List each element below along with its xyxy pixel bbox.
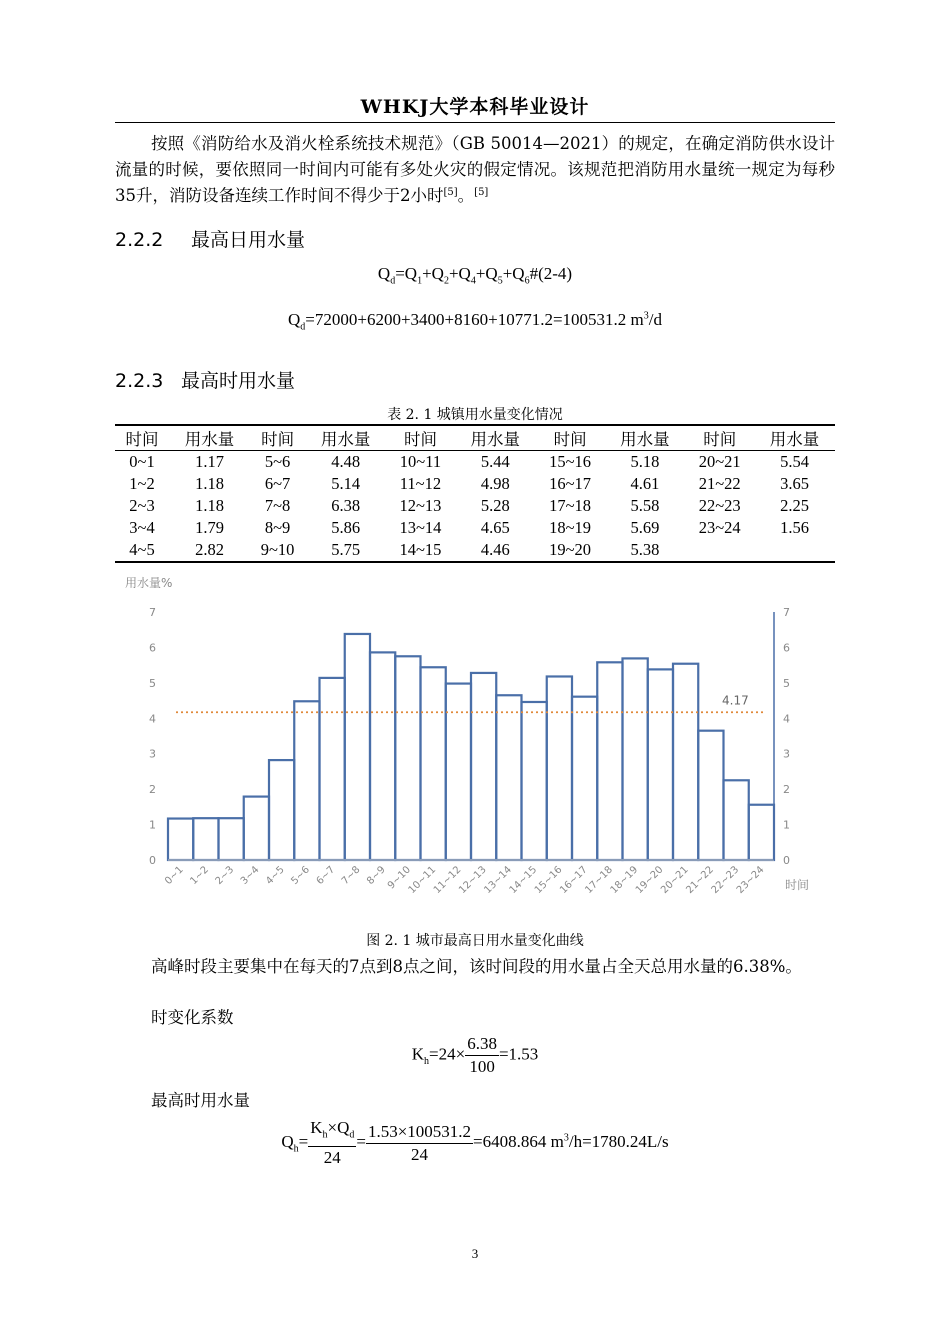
table-cell: 2~3 [129,496,155,515]
fraction: $\frac{1.53\times 100531.2}{24}$ [367,1121,472,1164]
bar [724,780,749,860]
table-cell: 14~15 [399,540,442,559]
secondary-y-tick-label: 5 [783,676,790,690]
table-cell: 17~18 [549,496,592,515]
bar [421,667,446,860]
y-axis-label: 用水量% [125,576,173,590]
formula-qh: $Q_h=$ $\frac{K_h\times Q_d}{24}$ = $\frac{1.53\times 100531.2}{24}$ =6408.864 $m^3/h=1780.24L/s$ [281,1118,669,1168]
table-cell: 3.65 [780,474,809,493]
section-title: 最高时用水量 [181,370,296,392]
figure-caption: 图 2. 1 城市最高日用水量变化曲线 [366,933,584,949]
table-header-cell: 用水量 [169,425,250,451]
bar [219,818,244,860]
bar [395,656,420,860]
x-tick-label: 13~14 [482,864,514,897]
section-number: 2.2.2 [115,229,164,251]
table-row [115,451,835,474]
bar [320,678,345,860]
x-axis-label: 时间 [785,878,810,892]
formula-qd-value: $Q_d=72000+6200+3400+8160+10771.2=100531.2$ $m^3/d$ [287,310,662,333]
table-cell: 1.18 [195,474,224,493]
x-tick-label: 18~19 [608,864,641,897]
table-cell: 5.28 [480,496,510,515]
x-tick-label: 22~23 [709,864,742,897]
y-tick-label: 0 [149,854,156,867]
table-cell: 5.44 [480,452,510,471]
table-cell: 8~9 [264,518,291,537]
table-row [115,517,835,539]
table-cell: 5~6 [264,452,291,471]
table-cell: 4.61 [630,474,660,493]
table-row [115,473,835,495]
x-tick-label: 21~22 [684,864,716,897]
x-tick-label: 12~13 [457,864,489,897]
x-tick-label: 4~5 [264,864,287,888]
section-heading-2-2-2 [115,225,305,252]
secondary-y-tick-label: 7 [783,606,790,619]
y-tick-label: 3 [149,747,156,761]
x-tick-label: 7~8 [339,864,363,888]
average-label: 4.17 [722,693,749,708]
table-cell: 11~12 [399,474,442,493]
table-cell: 13~14 [399,518,442,537]
table-cell: 16~17 [549,474,592,493]
table-cell: 20~21 [698,452,741,471]
table-cell: 19~20 [549,540,592,559]
x-tick-label: 9~10 [385,864,413,892]
table-cell: 15~16 [549,452,592,471]
table-header-cell: 时间 [536,425,605,451]
table-header-cell: 时间 [386,425,455,451]
page-number: 3 [471,1246,479,1261]
x-tick-label: 11~12 [431,864,464,897]
water-usage-bar-chart [115,570,835,900]
table-cell: 5.69 [630,518,660,537]
x-tick-label: 14~15 [507,864,540,897]
bar [345,634,370,860]
intro-paragraph [115,131,835,209]
fraction: $\frac{K_h\times Q_d}{24}$ [310,1118,355,1168]
table-header-row [115,425,835,451]
qh-label: 最高时用水量 [151,1091,250,1110]
table-header-cell: 时间 [685,425,754,451]
table-cell [754,539,835,562]
x-tick-label: 23~24 [734,864,767,897]
citation-ref[interactable]: [5] [474,187,489,198]
section-number: 2.2.3 [115,370,164,392]
table-cell: 4.46 [480,540,510,559]
intro-text: 按照《消防给水及消火栓系统技术规范》（GB 50014—2021）的规定，在确定消防供水设计流量的时候，要依照同一时间内可能有多处火灾的假定情况。该规范把消防用水量统一规定为每秒35升，消防设备连续工作时间不得少于2小时 [115,134,835,205]
table-cell: 5.38 [630,540,660,559]
bar [471,673,496,860]
table-row [115,495,835,517]
x-tick-label: 16~17 [558,864,590,897]
table-cell: 4.48 [331,452,361,471]
bar [294,701,319,860]
table-cell: 5.58 [630,496,660,515]
table-header-cell: 用水量 [604,425,685,451]
x-tick-label: 10~11 [406,864,439,897]
water-usage-table [115,424,835,563]
table-cell: 5.18 [630,452,660,471]
formula-qd-sum: $Q_d=Q_1+Q_2+Q_4+Q_5+Q_6\#(2-4)$ [377,264,573,287]
secondary-y-tick-label: 2 [783,783,790,797]
bar [446,684,471,860]
table-cell: 23~24 [698,518,741,537]
x-tick-label: 3~4 [238,864,262,888]
bar [749,805,774,860]
table-cell: 6.38 [331,496,361,515]
bar [673,664,698,860]
table-header-cell: 用水量 [455,425,536,451]
fraction: $\frac{6.38}{100}$ [467,1034,497,1076]
table-cell: 6~7 [264,474,291,493]
x-tick-label: 17~18 [583,864,615,897]
intro-tail: 。 [457,186,475,205]
x-tick-label: 20~21 [659,864,691,897]
table-cell: 22~23 [698,496,741,515]
x-tick-label: 15~16 [532,864,565,897]
table-cell: 5.75 [331,540,361,559]
table-cell: 9~10 [260,540,295,559]
table-cell: 18~19 [549,518,592,537]
bar [193,818,218,860]
section-heading-2-2-3 [115,366,295,393]
bar [522,702,547,860]
bar [496,695,521,860]
table-cell: 2.25 [780,496,809,515]
x-tick-label: 0~1 [163,864,186,888]
x-tick-label: 19~20 [633,864,666,897]
table-cell: 1.17 [195,452,224,471]
bar [597,662,622,860]
y-tick-label: 7 [149,606,156,619]
x-tick-label: 8~9 [365,864,388,888]
table-cell: 4.98 [480,474,510,493]
kh-label: 时变化系数 [151,1008,234,1027]
y-tick-label: 1 [149,818,156,832]
table-cell [685,539,754,562]
formula-kh: $K_h=24\times$ $\frac{6.38}{100}$ =1.53 [411,1034,539,1076]
secondary-y-tick-label: 0 [783,854,790,867]
table-cell: 2.82 [195,540,224,559]
y-tick-label: 6 [149,641,156,655]
table-cell: 4~5 [129,540,155,559]
table-cell: 10~11 [399,452,442,471]
bar [168,819,193,860]
peak-paragraph: 高峰时段主要集中在每天的7点到8点之间，该时间段的用水量占全天总用水量的6.38%。 [151,957,802,976]
y-tick-label: 5 [149,676,156,690]
table-cell: 5.54 [780,452,809,471]
y-tick-label: 4 [149,712,156,726]
bar [623,658,648,860]
citation-ref[interactable]: [5] [443,187,458,198]
table-cell: 21~22 [698,474,741,493]
table-cell: 3~4 [129,518,155,537]
table-header-cell: 用水量 [305,425,386,451]
secondary-y-tick-label: 3 [783,747,790,761]
table-cell: 5.14 [331,474,361,493]
secondary-y-tick-label: 4 [783,712,790,726]
table-cell: 1.79 [195,518,224,537]
bar [572,697,597,860]
bar [648,669,673,860]
table-cell: 7~8 [264,496,291,515]
x-tick-label: 1~2 [188,864,211,888]
bar [269,760,294,860]
table-cell: 1.18 [195,496,224,515]
table-cell: 1~2 [129,474,155,493]
bar [698,731,723,860]
y-tick-label: 2 [149,783,156,797]
table-cell: 5.86 [331,518,361,537]
x-tick-label: 2~3 [213,864,237,888]
bar [244,797,269,860]
bar [370,652,395,860]
table-header-cell: 时间 [250,425,305,451]
table-row [115,539,835,562]
secondary-y-tick-label: 1 [783,818,790,832]
x-tick-label: 5~6 [289,864,312,888]
table-header-cell: 用水量 [754,425,835,451]
secondary-y-tick-label: 6 [783,641,790,655]
section-title: 最高日用水量 [191,229,306,251]
table-cell: 0~1 [129,452,155,471]
table-cell: 12~13 [399,496,442,515]
table-header-cell: 时间 [115,425,169,451]
page-header: WHKJ大学本科毕业设计 [115,92,835,123]
bar [547,676,572,860]
table-caption: 表 2. 1 城镇用水量变化情况 [387,407,563,423]
x-tick-label: 6~7 [314,864,338,888]
table-cell: 4.65 [480,518,510,537]
table-cell: 1.56 [780,518,809,537]
